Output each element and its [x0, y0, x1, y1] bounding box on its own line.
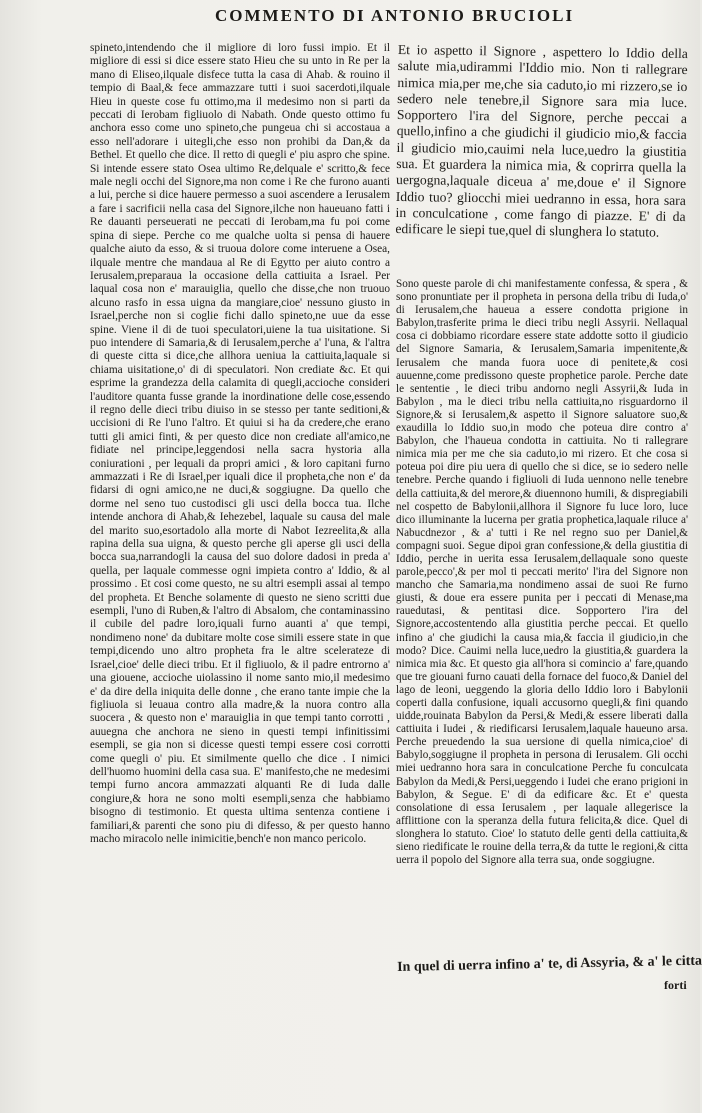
closing-verse-heading: In quel di uerra infino a' te, di Assyria, & a' le citta — [397, 953, 702, 975]
scripture-verse-text: Et io aspetto il Signore , aspettero lo Iddio della salute mia,udirammi l'Iddio mio. Non ti rallegrare nimica mia,per me,che sia caduto,io mi rizzero,se io sedero nele tenebre,il Signore sara mia luce. Sopportero l'ira del Signore, perche peccai a quello,infino a che giudichi il giudicio mio,& faccia il giudicio mio,cauimi nela luce,uedro la giustitia sua. Et guardera la nimica mia, & coprirra quella la uergogna,laquale diceua a' me,doue e' il Signore Iddio tuo? gliocchi miei uedranno in essa, hora sara in conculcatione , come fango di piazze. E' di da edificare le siepi tue,quel di slunghera lo statuto. — [395, 42, 688, 240]
scripture-verse-block — [395, 42, 688, 276]
commentary-left-column — [90, 42, 390, 845]
catchword: forti — [664, 978, 687, 992]
left-column-text: spineto,intendendo che il migliore di loro fussi impio. Et il migliore di essi si dice essere stato Hieu che su unto in Re per la mano di Eliseo,ilquale disfece tutta la casa di Ahab. & rouino il tempio di Baal,& fece ammazzare tutti i suoi sacerdoti,ilquale Hieu in queste cose fu ottimo,ma il medesimo non si parti da peccati di Ierobam figliuolo di Nabath. Onde questo ottimo fu anchora esso come uno spineto,che pungeua chi si accostaua a esso nell'adorare i uitegli,che esso non prohibi da Dan,& da Bethel. Et quello che dice. Il retto di quegli e' piu aspro che spine. Si intende essere stato Osea ultimo Re,delquale e' scritto,& fece male negli occhi del Signore,ma non come i Re che furono auanti a lui, perche si dice hauere permesso a suoi ascendere a Ierusalem a fare i sacrificii nella casa del Signore,ilche non haueuano fatti i Re dauanti perseuerati ne peccati di Ierobam,ma fu poi come spina di siepe. Perche co me qualche uolta si pensa di hauere qualche aiuto da esso, & si truoua dolore come interuene a Osea, ilquale mentre che mandaua al Re di Egytto per aiuto contro a Ierusalem,preparaua la occasione della cattiuita a Israel. Per laqual cosa non e' marauiglia, quello che disse,che non truouo alcuno rasfo in essa uigna da mangiare,cioe' nessuno giusto in Israel,perche non si coglie fichi dallo spineto,ne uue da esse spine. Viene il di de tuoi speculatori,uiene la tua uisitatione. Si puo intendere di Samaria,& di Ierusalem,perche a' l'una, & l'altra di queste citta si dice,che allhora ueniua la cattiuita,laquale si chiama uisitatione,o' di di speculatori. Non crediate &c. Et qui esprime la grandezza della calamita di quegli,accioche consideri l'auditore quanta fusse grande la inordinatione delle cose,essendo il regno delle dieci tribu diuiso in se stesso per tante seditioni,& uccisioni di Re l'uno l'altro. Et quiui si ha da credere,che erano tutti gli amici finti, & per questo dice non crediate all'amico,ne fidiate nel principe,leggendosi nella sacra hystoria alla coniurationi , per lequali da propri amici , & loro capitani furno ammazzati i Re di Israel,per iquali dice il propheta,che non e' da fidarsi di ogni amico,ne ne duci,& soggiugne. Da quello che dorme nel seno tuo custodisci gli usci della bocca tua. Ilche intende anchora di Ahab,& Iehezebel, laquale su causa del male del marito suo,esortadolo alla morte di Nabot Iezreelita,& alla rapina della sua uigna, & questo perche gli aperse gli usci della bocca sua,narrandogli la causa del suo dolore dadosi in preda a' quella, per laquale commesse ogni impieta contro a' Iddio, & al prossimo . Et cosi come questo, ne su altri esempli assai al tempo del propheta. Et Benche solamente di questo ne sieno scritti due esempli, l'uno di Ruben,& l'altro di Absalom, che contaminassino il cubile del padre loro,iquali furno auanti a' que tempi, nondimeno none' da dubitare molte cose simili essere state in que tempi,dicendo uno altro propheta fra le altre scelerateze di Israel,cioe' delle dieci tribu. Et il figliuolo, & il padre entrorno a' una giouene, accioche uiolassino il nome santo mio,il medesimo e' da dire della iniquita delle donne , che erano tante impie che la figliuola si leuaua contro alla madre,& la nuora contro alla suocera , & questo non e' marauiglia in que tempi tanto corrotti , auuegna che anchora ne sieno in questi tempi infinitissimi esempli, se gia non si dicesse questi tempi essere cosi corrotti come quegli o' piu. Et similmente quello che dice . I nimici dell'huomo huomini della casa sua. E' manifesto,che ne medesimi tempi furno ancora ammazzati alquanti Re di Iuda dalle congiure,& hora ne sono molti esempli,senza che habbiamo bisogno di testimonio. Et questa ultima sentenza contiene i familiari,& parenti che sono piu di difesso, & per questo hanno macho miracolo nelle inimicitie,bench'e non manco pericolo. — [90, 42, 390, 845]
running-head: COMMENTO DI ANTONIO BRUCIOLI — [215, 6, 575, 25]
right-column-commentary-text: Sono queste parole di chi manifestamente confessa, & spera , & sono pronuntiate per il propheta in persona della tribu di Iuda,o' di Ierusalem,che haueua a essere condotta prigione in Babylon,trasferite prima le dieci tribu negli Assyrii. Nellaqual cosa ci dobbiamo ricordare essere state addotte sotto il giudicio del Signore Samaria, & Ierusalem,Samaria impenitente,& Ierusalem che manda fuora uoce di penitete,& cosi auuenne,come predissono queste prophetice parole. Perche date le sententie , le dieci tribu andorno negli Assyrii,& Iuda in Babylon , ma le dieci tribu nella cattiuita,no risguardorno il Signore,& si Ierusalem,& aspetto il Signore saluatore suo,& exaudilla lo Iddio suo,in modo che poteua dire contro a' Babylon, che l'haueua condotta in cattiuita. No ti rallegrare nimica mia per me che sia caduto,io mi rizero. Et che cosa si poteua poi dire piu uera di quello che si dice, se io sedero nelle tenebre. Perche quando i figliuoli di Iuda uennono nelle tenebre della cattiuita,& del merore,& diuennono humili, & dispregiabili nel cospetto de Babylonii,allhora il Signore fu luce loro, luce dico illuminante la lucerna per gratia prophetica,laquale riluce a' Nabucdnezor , & a' tutti i Re nel regno suo per Daniel,& compagni suoi. Segue dipoi gran confessione,& della giustitia di Iddio, perche in uerita essa Ierusalem,dellaquale sono queste parole,pecco',& per mol ti peccati merito' l'ira del Signore non mancho che Samaria,ma nondimeno assai de suoi Re furno giusti, & doue era essere punita per i peccati di Menase,ma rauedutasi, & pentitasi dice. Sopportero l'ira del Signore,accostentendo alla giustitia perche peccai. Et quello infino a' che giudichi la causa mia,& faccia il giudicio,in che modo? Dice. Cauimi nella luce,uedro la giustitia,& guardera la nimica mia &c. Et questo gia all'hora si comincio a' fare,quando que tre giouani furno cauati della fornace del fuoco,& Daniel del lago de leoni, ueggendo la gloria dello Iddio loro i Babylonii coperti dalla confusione, iquali accusorno quegli,& fini quando uidde,rouinata Babylon da Persi,& Medi,& essere liberati dalla cattiuita i Iudei , & riedificarsi Ierusalem,laquale haueuno arsa. Perche preuedendo la sua uersione di quella nimica,cioe' di Babylo,soggiugne il propheta in persona di Ierusalem. Gli occhi miei uedranno hora sara in conculcatione Perche fu conculcata Babylon da Medi,& Persi,ueggendo i Iudei che erano prigioni in Babylon, & Segue. E' di da edificare &c. Et e' questa consolatione di essa Ierusalem , per laquale allegerisce la afflittione con la speranza della futura felicita,& dice. Quel di slonghera lo statuto. Cioe' lo statuto delle genti della cattiuita,& sieno riedificate le rouine della terra,& da tutte le regioni,& citta uerra il popolo del Signore alla terra sua, onde soggiugne. — [396, 278, 688, 867]
commentary-right-column — [396, 278, 688, 867]
